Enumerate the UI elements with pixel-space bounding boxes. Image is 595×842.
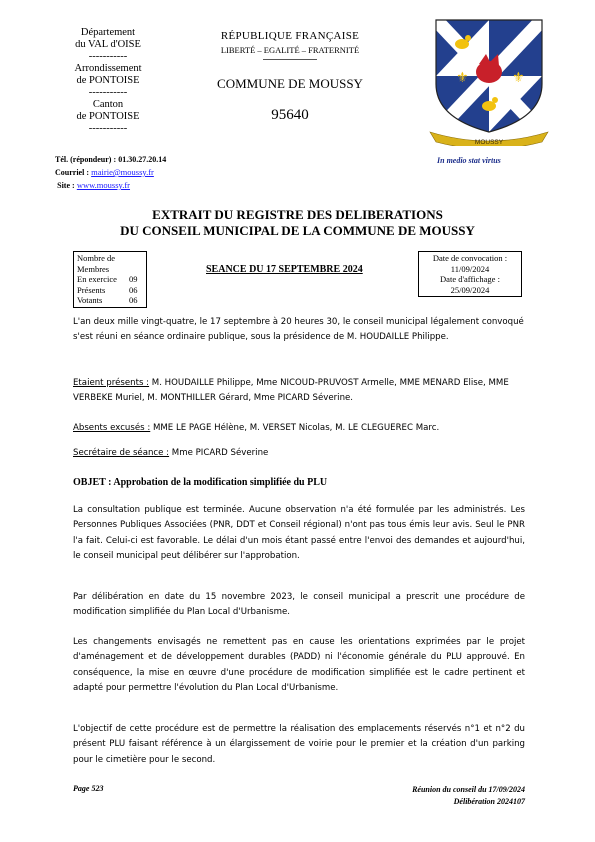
meeting-reference: Réunion du conseil du 17/09/2024 <box>412 785 525 794</box>
members-row: Présents 06 <box>77 284 138 295</box>
canton-name: de PONTOISE <box>76 111 140 122</box>
title-line-1: EXTRAIT DU REGISTRE DES DELIBERATIONS <box>152 207 443 222</box>
document-title <box>40 207 555 239</box>
body-paragraph: La consultation publique est terminée. Aucune observation n'a été formulée par les administrés. Les Personnes Publiques Associées (PNR, DDT et Conseil régional) n'ont pas tous émis leur avis. Seul le PNR l'a fait. Celui-ci est favorable. Le délai d'un mois étant passé entre l'envoi des demandes et aujourd'hui, le conseil municipal peut délibérer sur l'approbation. <box>73 505 525 561</box>
members-row: En exercice 09 <box>77 274 138 284</box>
convocation-label: Date de convocation : <box>432 253 508 263</box>
title-line-2: DU CONSEIL MUNICIPAL DE LA COMMUNE DE MOUSSY <box>120 223 475 238</box>
body-paragraph: Les changements envisagés ne remettent pas en cause les orientations exprimées par le projet d'aménagement et de développement durables (PADD) ni l'économie générale du PLU approuvé. En conséquence, la mise en œuvre d'une procédure de modification simplifiée est le cadre pertinent et adapté pour permettre l'évolution du Plan Local d'Urbanisme. <box>73 637 525 693</box>
presents-paragraph <box>73 376 525 407</box>
email-label: Courriel : <box>55 168 89 177</box>
footer-meta <box>330 784 525 808</box>
arrondissement-name: de PONTOISE <box>76 75 140 86</box>
phone-label: Tél. (répondeur) : <box>55 155 117 164</box>
moussy-coat-of-arms-icon <box>424 14 554 146</box>
separator: ----------- <box>88 123 128 134</box>
crest-motto: In medio stat virtus <box>437 156 501 165</box>
deliberation-number: Délibération 2024107 <box>453 797 525 806</box>
postal-code: 95640 <box>271 107 309 123</box>
website-link[interactable]: www.moussy.fr <box>76 180 131 190</box>
secretary-label: Secrétaire de séance : <box>73 448 170 458</box>
department-label: Département <box>80 27 136 38</box>
presents-label: Etaient présents : <box>73 378 150 388</box>
convocation-date: 11/09/2024 <box>450 263 490 274</box>
republic-name: RÉPUBLIQUE FRANÇAISE <box>220 30 360 42</box>
body-paragraph: Par délibération en date du 15 novembre 2023, le conseil municipal a prescrit une procédure de modification simplifiée du Plan Local d'Urbanisme. <box>73 592 525 618</box>
email-link[interactable]: mairie@moussy.fr <box>91 167 154 177</box>
affichage-date: 25/09/2024 <box>450 284 490 295</box>
svg-text:⚜: ⚜ <box>456 70 469 86</box>
separator: ----------- <box>88 51 128 62</box>
phone-number: 01.30.27.20.14 <box>118 155 167 164</box>
convocation-box <box>418 251 522 297</box>
presents-list: M. HOUDAILLE Philippe, Mme NICOUD-PRUVOST Armelle, MME MENARD Elise, MME VERBEKE Muriel, M. MONTHILLER Gérard, Mme PICARD Séverine. <box>73 378 509 404</box>
affichage-label: Date d'affichage : <box>440 274 500 284</box>
page-number: Page 523 <box>73 784 104 793</box>
session-date: SEANCE DU 17 SEPTEMBRE 2024 <box>206 264 363 275</box>
absents-paragraph <box>73 421 525 436</box>
secretary-name: Mme PICARD Séverine <box>169 448 269 458</box>
separator: ----------- <box>88 87 128 98</box>
republic-header <box>190 30 390 60</box>
absents-list: MME LE PAGE Hélène, M. VERSET Nicolas, M. LE CLEGUEREC Marc. <box>150 423 440 433</box>
website-label: Site : <box>57 181 75 190</box>
secretary-paragraph <box>73 446 525 461</box>
republic-motto: LIBERTÉ – EGALITÉ – FRATERNITÉ <box>220 45 360 55</box>
contact-block <box>55 153 166 192</box>
members-row: Votants 06 <box>77 295 138 305</box>
absents-label: Absents excusés : <box>73 423 151 433</box>
administrative-header <box>48 27 168 135</box>
body-paragraph: L'objectif de cette procédure est de permettre la réalisation des emplacements réservés n°1 et n°2 du présent PLU faisant référence à un élargissement de voirie pour le premier et la création d'un parking pour le cimetière pour le second. <box>73 724 525 765</box>
department-name: du VAL d'OISE <box>75 39 141 50</box>
crest-banner-text: MOUSSY <box>474 139 504 146</box>
arrondissement-label: Arrondissement <box>74 63 142 74</box>
members-box <box>73 251 147 308</box>
canton-label: Canton <box>92 99 124 110</box>
svg-text:⚜: ⚜ <box>512 70 525 86</box>
commune-name: COMMUNE DE MOUSSY <box>217 76 363 91</box>
members-heading: Nombre de Membres <box>77 253 116 274</box>
header-rule <box>263 59 317 60</box>
intro-paragraph: L'an deux mille vingt-quatre, le 17 septembre à 20 heures 30, le conseil municipal légalement convoqué s'est réuni en séance ordinaire publique, sous la présidence de M. HOUDAILLE Philippe. <box>73 317 524 343</box>
subject-heading: OBJET : Approbation de la modification simplifiée du PLU <box>73 477 328 488</box>
